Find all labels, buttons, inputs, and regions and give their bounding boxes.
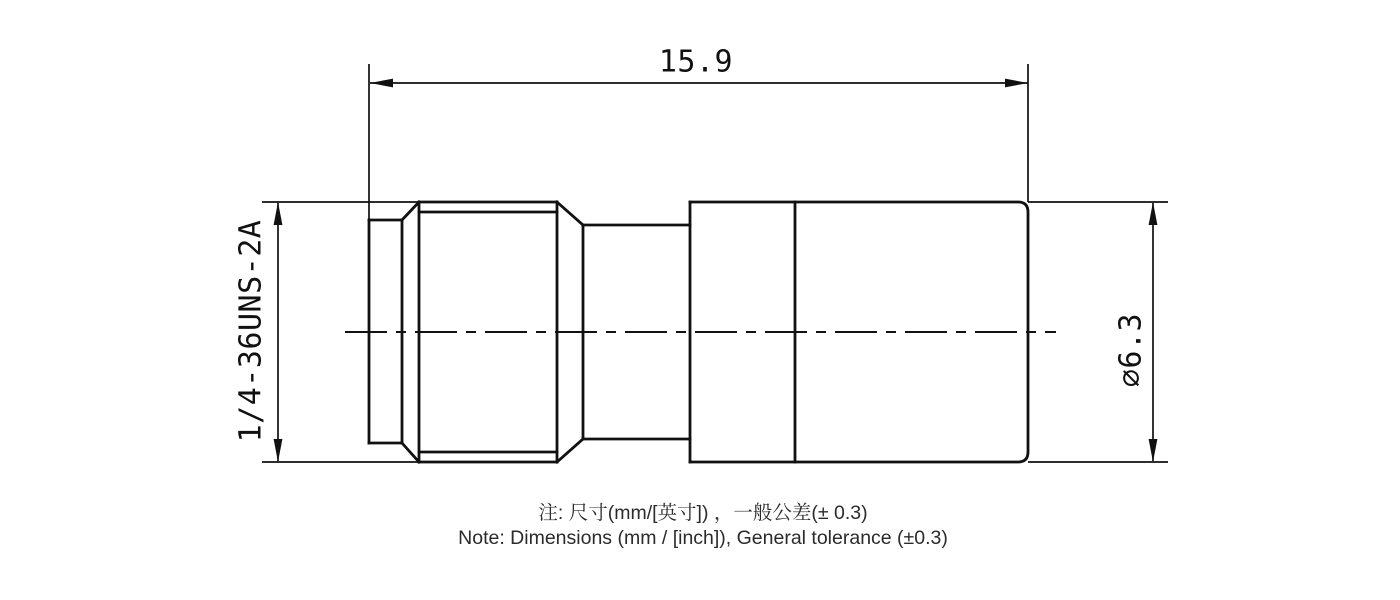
arrow-diameter-bottom <box>1149 439 1158 462</box>
arrow-length-left <box>370 79 393 88</box>
arrow-thread-bottom <box>274 439 283 462</box>
notes-block <box>0 501 1400 551</box>
cone-transition-top <box>557 202 583 225</box>
nut-chamfer-top-left <box>402 202 419 220</box>
note-line-chinese: 注: 尺寸(mm/[英寸]) ，一般公差(± 0.3) <box>538 502 868 524</box>
note-line-english: Note: Dimensions (mm / [inch]), General tolerance (±0.3) <box>458 527 948 549</box>
cone-transition-bottom <box>557 439 583 462</box>
dimension-length-label: 15.9 <box>658 44 734 80</box>
arrow-length-right <box>1005 79 1028 88</box>
dimension-diameter-label: ⌀6.3 <box>1113 312 1149 388</box>
arrow-diameter-top <box>1149 202 1158 225</box>
dimension-lines <box>262 64 1168 462</box>
dimension-arrows <box>274 79 1158 462</box>
dimension-thread-label: 1/4-36UNS-2A <box>233 219 269 443</box>
arrow-thread-top <box>274 202 283 225</box>
nut-chamfer-bottom-left <box>402 443 419 462</box>
